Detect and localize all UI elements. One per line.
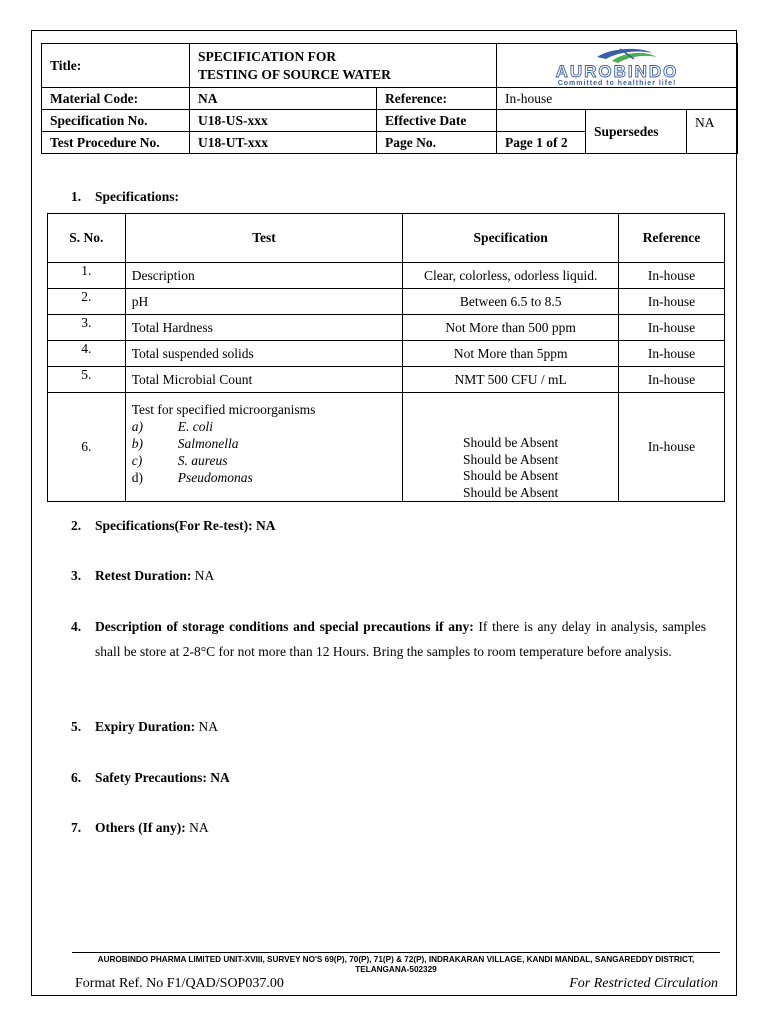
- section-title: Safety Precautions: NA: [95, 770, 230, 785]
- format-reference: Format Ref. No F1/QAD/SOP037.00: [75, 976, 284, 991]
- reference-cell: In-house: [619, 367, 725, 393]
- footer-divider: [72, 952, 720, 953]
- table-row: [48, 289, 725, 315]
- material-code-value: NA: [190, 88, 377, 110]
- supersedes-label: Supersedes: [586, 110, 687, 154]
- test-cell-microorganisms: [125, 393, 403, 502]
- organism-spec: Should be Absent: [463, 451, 559, 467]
- document-header-table: [41, 43, 738, 154]
- organism-item: [132, 452, 403, 469]
- test-procedure-no-label: Test Procedure No.: [42, 132, 190, 154]
- section-value: NA: [195, 719, 219, 734]
- sno-cell: 4.: [48, 341, 126, 367]
- section-title: Specifications:: [95, 189, 179, 204]
- specification-cell: Not More than 5ppm: [403, 341, 619, 367]
- sno-cell: 1.: [48, 263, 126, 289]
- column-header-test: Test: [125, 214, 403, 263]
- sno-cell: 2.: [48, 289, 126, 315]
- document-title-line1: SPECIFICATION FOR: [198, 48, 337, 64]
- effective-date-label: Effective Date: [377, 110, 497, 132]
- section-number: 1.: [71, 189, 82, 204]
- sno-cell: 3.: [48, 315, 126, 341]
- section-expiry-duration: [71, 714, 706, 739]
- organism-letter: d): [131, 470, 143, 485]
- table-row-microorganisms: [48, 393, 725, 502]
- specification-table: [47, 213, 725, 502]
- section-retest-duration: [71, 563, 706, 588]
- company-logo: [497, 44, 738, 88]
- section-number: 7.: [71, 820, 82, 835]
- organism-name: E. coli: [177, 419, 213, 434]
- test-cell: Total Microbial Count: [125, 367, 403, 393]
- organism-item: [132, 418, 403, 435]
- section-title: Retest Duration:: [95, 568, 192, 583]
- sno-cell: 5.: [48, 367, 126, 393]
- reference-cell: In-house: [619, 393, 725, 502]
- reference-value: In-house: [497, 88, 738, 110]
- organism-letter: a): [131, 419, 143, 434]
- section-storage-conditions: [71, 614, 706, 664]
- specification-cell: NMT 500 CFU / mL: [403, 367, 619, 393]
- document-title-line2: TESTING OF SOURCE WATER: [198, 66, 391, 82]
- specification-no-label: Specification No.: [42, 110, 190, 132]
- material-code-label: Material Code:: [42, 88, 190, 110]
- section-number: 5.: [71, 719, 82, 734]
- section-number: 4.: [71, 619, 82, 634]
- reference-cell: In-house: [619, 263, 725, 289]
- section-number: 3.: [71, 568, 82, 583]
- organism-name: S. aureus: [177, 453, 228, 468]
- circulation-notice: For Restricted Circulation: [569, 976, 718, 991]
- specification-cell: Between 6.5 to 8.5: [403, 289, 619, 315]
- reference-cell: In-house: [619, 315, 725, 341]
- table-row: [48, 315, 725, 341]
- section-title: Specifications(For Re-test): NA: [95, 518, 276, 533]
- specification-cell: Clear, colorless, odorless liquid.: [403, 263, 619, 289]
- section-value: NA: [191, 568, 215, 583]
- test-procedure-no-value: U18-UT-xxx: [190, 132, 377, 154]
- table-row: [48, 263, 725, 289]
- section-title: Others (If any):: [95, 820, 186, 835]
- specification-no-value: U18-US-xxx: [190, 110, 377, 132]
- logo-wordmark: AUROBINDO: [555, 61, 679, 81]
- column-header-sno: S. No.: [48, 214, 126, 263]
- footer-address: [72, 955, 720, 975]
- section-title: Expiry Duration:: [95, 719, 196, 734]
- section-specifications: [71, 184, 706, 209]
- test-cell: pH: [125, 289, 403, 315]
- organism-item: [132, 469, 403, 486]
- test-cell: Total Hardness: [125, 315, 403, 341]
- microorganisms-title: Test for specified microorganisms: [131, 402, 316, 417]
- organism-letter: c): [131, 453, 143, 468]
- effective-date-value: [497, 110, 586, 132]
- footer-address-line1: AUROBINDO PHARMA LIMITED UNIT-XVIII, SURVEY NO'S 69(P), 70(P), 71(P) & 72(P), INDRAKARAN VILLAGE, KANDI MANDAL, SANGAREDDY DISTRICT,: [97, 955, 695, 964]
- organism-letter: b): [131, 436, 143, 451]
- section-number: 6.: [71, 770, 82, 785]
- supersedes-value: NA: [687, 110, 738, 154]
- sno-cell: 6.: [48, 393, 126, 502]
- organism-name: Pseudomonas: [177, 470, 253, 485]
- page-no-value: Page 1 of 2: [497, 132, 586, 154]
- specification-cell-microorganisms: [403, 393, 619, 502]
- column-header-specification: Specification: [403, 214, 619, 263]
- column-header-reference: Reference: [619, 214, 725, 263]
- reference-label: Reference:: [377, 88, 497, 110]
- section-number: 2.: [71, 518, 82, 533]
- section-retest-specifications: [71, 513, 706, 538]
- reference-cell: In-house: [619, 289, 725, 315]
- table-row: [48, 367, 725, 393]
- reference-cell: In-house: [619, 341, 725, 367]
- title-label: Title:: [42, 44, 190, 88]
- organism-spec: Should be Absent: [463, 484, 559, 500]
- section-safety-precautions: [71, 765, 706, 790]
- test-cell: Total suspended solids: [125, 341, 403, 367]
- test-cell: Description: [125, 263, 403, 289]
- organism-spec: Should be Absent: [463, 468, 559, 483]
- footer-address-line2: TELANGANA-502329: [355, 965, 437, 974]
- organism-name: Salmonella: [177, 436, 239, 451]
- section-text: If there is any delay in analysis, samples shall be store at 2-8°C for not more than 12 Hours. Bring the samples to room temperature before analysis.: [95, 619, 706, 659]
- logo-tagline: Committed to healthier life!: [557, 79, 677, 87]
- organism-item: [132, 435, 403, 452]
- aurobindo-logo-icon: [502, 45, 732, 87]
- section-others: [71, 815, 706, 840]
- organism-spec: Should be Absent: [463, 435, 559, 450]
- table-row: [48, 341, 725, 367]
- section-value: NA: [185, 820, 209, 835]
- page-no-label: Page No.: [377, 132, 497, 154]
- specification-cell: Not More than 500 ppm: [403, 315, 619, 341]
- section-title: Description of storage conditions and special precautions if any:: [95, 619, 474, 634]
- document-title: [190, 44, 497, 88]
